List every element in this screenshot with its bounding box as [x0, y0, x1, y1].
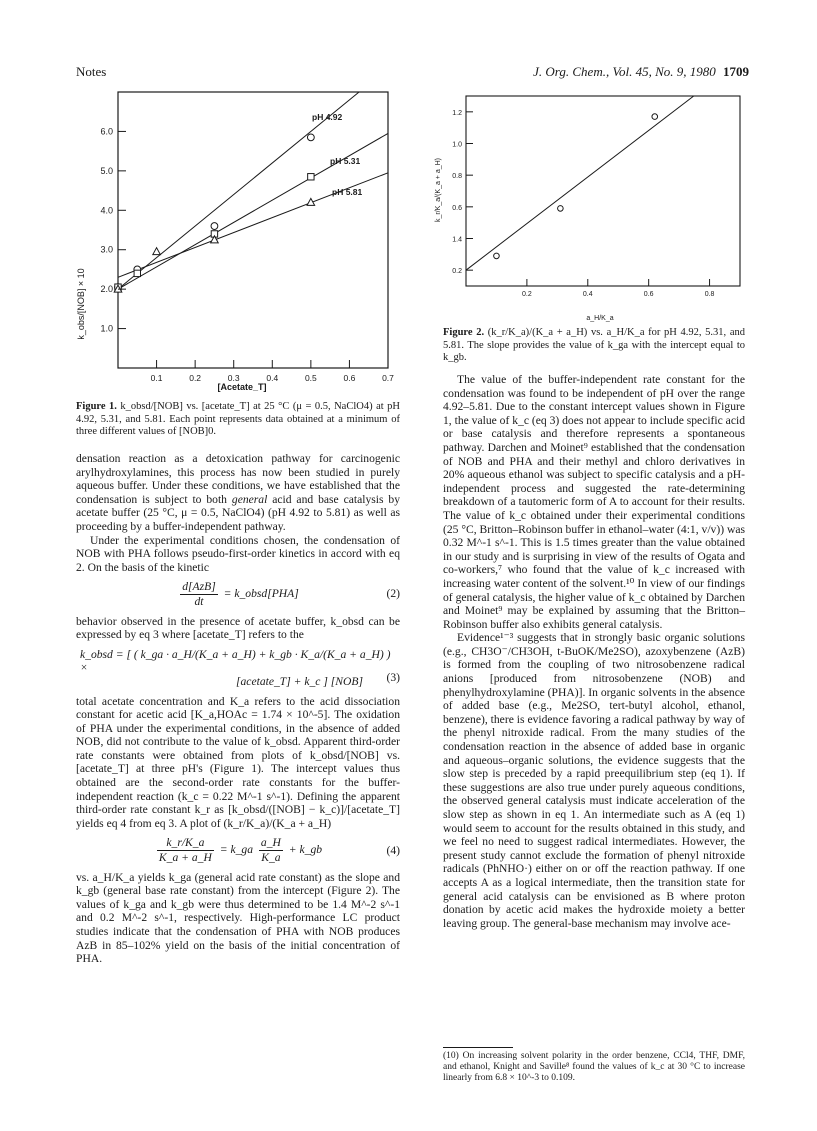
figure-2-x-axis-label: a_H/K_a [586, 315, 614, 322]
figure-2-caption-lead: Figure 2. [443, 327, 485, 338]
figure-2-xtick-label: 0.4 [582, 291, 593, 298]
figure-1-xtick-label: 0.1 [150, 373, 163, 383]
figure-1 [70, 84, 400, 396]
figure-1-xtick-label: 0.6 [343, 373, 356, 383]
right-column [443, 373, 745, 930]
figure-2-point [494, 253, 500, 259]
left-paragraph-2: Under the experimental conditions chosen, the condensation of NOB with PHA follows pseudo-first-order kinetics in accord with eq 2. On the basis of the kinetic [76, 533, 400, 574]
figure-1-point-square [308, 174, 314, 180]
figure-1-caption-lead: Figure 1. [76, 401, 117, 412]
figure-1-xtick-label: 0.3 [227, 373, 240, 383]
figure-1-plot [70, 84, 400, 396]
figure-1-label-ph531: pH 5.31 [330, 156, 361, 166]
equation-4: $\frac{k\_r/K\_a}{K\_a + a\_H}$ = k_ga $\frac{a\_H}{K\_a}$ + k_gb (4) [158, 836, 400, 865]
figure-2-point [652, 114, 658, 120]
figure-2-ytick-label: 0.2 [452, 268, 462, 276]
figure-1-ytick-label: 3.0 [100, 244, 113, 255]
figure-1-ytick-label: 5.0 [100, 165, 113, 176]
left-paragraph-3: behavior observed in the presence of acetate buffer, k_obsd can be expressed by eq 3 where [acetate_T] refers to the [76, 614, 400, 642]
figure-1-y-axis-label: k_obs/[NOB] × 10 [76, 268, 86, 340]
figure-1-point-square [134, 270, 140, 276]
figure-2-point [558, 206, 564, 212]
left-paragraph-5: vs. a_H/K_a yields k_ga (general acid rate constant) as the slope and k_gb (general base rate constant) from the intercept (Figure 2). The values of k_ga and k_gb were thus determined to be 1.4 M^-2 s^-1 and 0.2 M^-2 s^-1, respectively. High-performance LC product studies indicate that the condensation of PHA with NOB produces AzB in 85–102% yield on the basis of the initial concentration of PHA. [76, 870, 400, 966]
figure-2 [424, 90, 744, 326]
figure-2-caption [443, 327, 745, 365]
equation-2: $\frac{\text{d[AzB]}}{dt}$ = k_obsd[PHA] (2) [182, 580, 400, 608]
left-paragraph-1: densation reaction as a detoxication pathway for carcinogenic arylhydroxylamines, this process has now been studied in purely aqueous buffer. Under these conditions, we have established that the condensation is subject to both general acid and base catalysis by acetate buffer (25 °C, μ = 0.5, NaClO4) (pH 4.92 to 5.81) as well as proceeding by a buffer-independent pathway. [76, 452, 400, 533]
left-paragraph-4: total acetate concentration and K_a refers to the acid dissociation constant for acetic acid [K_a,HOAc = 1.74 × 10^-5]. The oxidation of PHA under the experimental conditions, in the absence of added NOB, did not contribute to the value of k_obsd. Apparent third-order rate constants were obtained from plots of k_obsd/[NOB] vs. [acetate_T] at three pH's (Figure 1). The intercept values thus obtained are the second-order rate constants for the buffer-independent reaction (k_c = 0.22 M^-1 s^-1). Defining the apparent third-order rate constant k_r as [k_obsd/([NOB] − k_c)]/[acetate_T] yields eq 4 from eq 3. A plot of (k_r/K_a)/(K_a + a_H) [76, 694, 400, 830]
figure-2-y-axis-label: k_r/K_a/(K_a + a_H) [435, 157, 442, 223]
figure-1-point-circle [211, 223, 218, 230]
figure-1-xtick-label: 0.7 [382, 373, 394, 383]
running-head-right [533, 64, 749, 80]
running-head-left: Notes [76, 64, 107, 79]
footnote-10: (10) On increasing solvent polarity in the order benzene, CCl4, THF, DMF, and ethanol, Knight and Saville⁸ found the values of k_c at 30 °C to increase linearly from 6.8 × 10^-3 to 0.109. [443, 1051, 745, 1083]
figure-2-ytick-label: 1.0 [452, 141, 462, 149]
figure-2-caption-text: (k_r/K_a)/(K_a + a_H) vs. a_H/K_a for pH 4.92, 5.31, and 5.81. The slope provides the value of k_ga with the intercept equal to k_gb. [443, 327, 746, 363]
figure-2-frame [466, 96, 740, 286]
figure-2-ytick-label: 0.8 [452, 173, 462, 181]
figure-1-xtick-label: 0.5 [304, 373, 317, 383]
figure-1-label-ph581: pH 5.81 [332, 187, 363, 197]
figure-2-ytick-label: 1.4 [452, 236, 462, 244]
figure-1-caption [76, 401, 400, 439]
figure-2-plot [424, 90, 744, 326]
figure-1-ytick-label: 2.0 [100, 284, 113, 295]
figure-2-ytick-label: 1.2 [452, 109, 462, 117]
figure-1-label-ph492: pH 4.92 [312, 112, 343, 122]
figure-2-fit-line [466, 96, 694, 270]
figure-1-frame [118, 92, 388, 368]
right-paragraph-1: The value of the buffer-independent rate constant for the condensation was found to be independent of pH over the range 4.92–5.81. Due to the constant intercept values shown in Figure 1, the value of k_c (eq 3) does not appear to include specific acid or base catalysis and therefore represents a spontaneous pathway. Darchen and Moinet⁹ established that the condensation of NOB and PHA and their methyl and chloro derivatives in 20% aqueous ethanol was subject to specific catalysis and a pH-independent process and suggested the rate-determining breakdown of a tautomeric form of A to account for their results. The value of k_c obtained under their experimental conditions (25 °C, Britton–Robinson buffer in ethanol–water (4:1, v/v)) was 0.32 M^-1 s^-1. This is 1.5 times greater than the value obtained in our study and is surprising in view of the results of Ogata and co-workers,⁷ who found that the value of k_c increased with increasing water content of the solvent.¹⁰ In view of our findings of general catalysis, the higher value of k_c obtained by Darchen and Moinet⁹ may be explained by assuming that the Britton–Robinson buffer also exhibits general catalysis. [443, 373, 745, 631]
figure-1-xtick-label: 0.2 [189, 373, 202, 383]
figure-1-ytick-label: 6.0 [100, 126, 113, 137]
figure-1-ytick-label: 1.0 [100, 323, 113, 334]
figure-2-ytick-label: 0.6 [452, 204, 462, 212]
figure-2-xtick-label: 0.8 [704, 291, 715, 298]
page-number: 1709 [723, 64, 749, 79]
figure-2-xtick-label: 0.2 [522, 291, 532, 298]
figure-1-point-triangle [153, 248, 161, 255]
figure-1-caption-text: k_obsd/[NOB] vs. [acetate_T] at 25 °C (μ = 0.5, NaClO4) at pH 4.92, 5.31, and 5.81. Each point represents data obtained at a minimum of three different values of [NOB]0. [76, 401, 400, 437]
footnote-rule [443, 1047, 513, 1048]
figure-2-xtick-label: 0.6 [643, 291, 654, 298]
equation-3: k_obsd = [ ( k_ga · a_H/(K_a + a_H) + k_gb · K_a/(K_a + a_H) ) × [acetate_T] + k_c ] [NOB] (3) [80, 647, 400, 688]
journal-citation: J. Org. Chem., Vol. 45, No. 9, 1980 [533, 64, 716, 79]
figure-1-x-axis-label: [Acetate_T] [217, 382, 267, 392]
left-column [76, 452, 400, 966]
figure-1-point-circle [307, 134, 314, 141]
right-paragraph-2: Evidence¹⁻³ suggests that in strongly basic organic solutions (e.g., CH3O⁻/CH3OH, t-BuOK/Me2SO), azoxybenzene (AzB) is formed from the coupling of two nitrosobenzene radical anions [produced from nitrosobenzene (NOB) and phenylhydroxylamine (PHA)]. In organic solvents in the absence of added base (e.g., Me2SO, tert-butyl alcohol, ethanol, benzene), there is evidence favoring a radical pathway by way of the phenyl nitroxide radical. From the many studies of the condensation reaction in the absence of added base in organic and aqueous–organic solutions, the evidence suggests that the slow step is preceded by a rapid preequilibrium step (eq 1). If these suggestions are also true under purely aqueous conditions, the observed general catalysis must indicate acceleration of the slow step as shown in eq 1. An intermediate such as A (eq 1) would seem to account for the results obtained in this study, and we feel no need to suggest radical intermediates. However, the present study cannot exclude the formation of phenyl nitroxide radicals (PhNHO·) either on or off the reaction pathway. If one accepts A as a logical intermediate, then the transition state for general acid catalysis can be envisioned as B where proton donation by acetic acid makes the hydroxide moiety a better leaving group. The general-base mechanism may involve ace- [443, 631, 745, 930]
figure-1-xtick-label: 0.4 [266, 373, 279, 383]
figure-1-ytick-label: 4.0 [100, 205, 113, 216]
